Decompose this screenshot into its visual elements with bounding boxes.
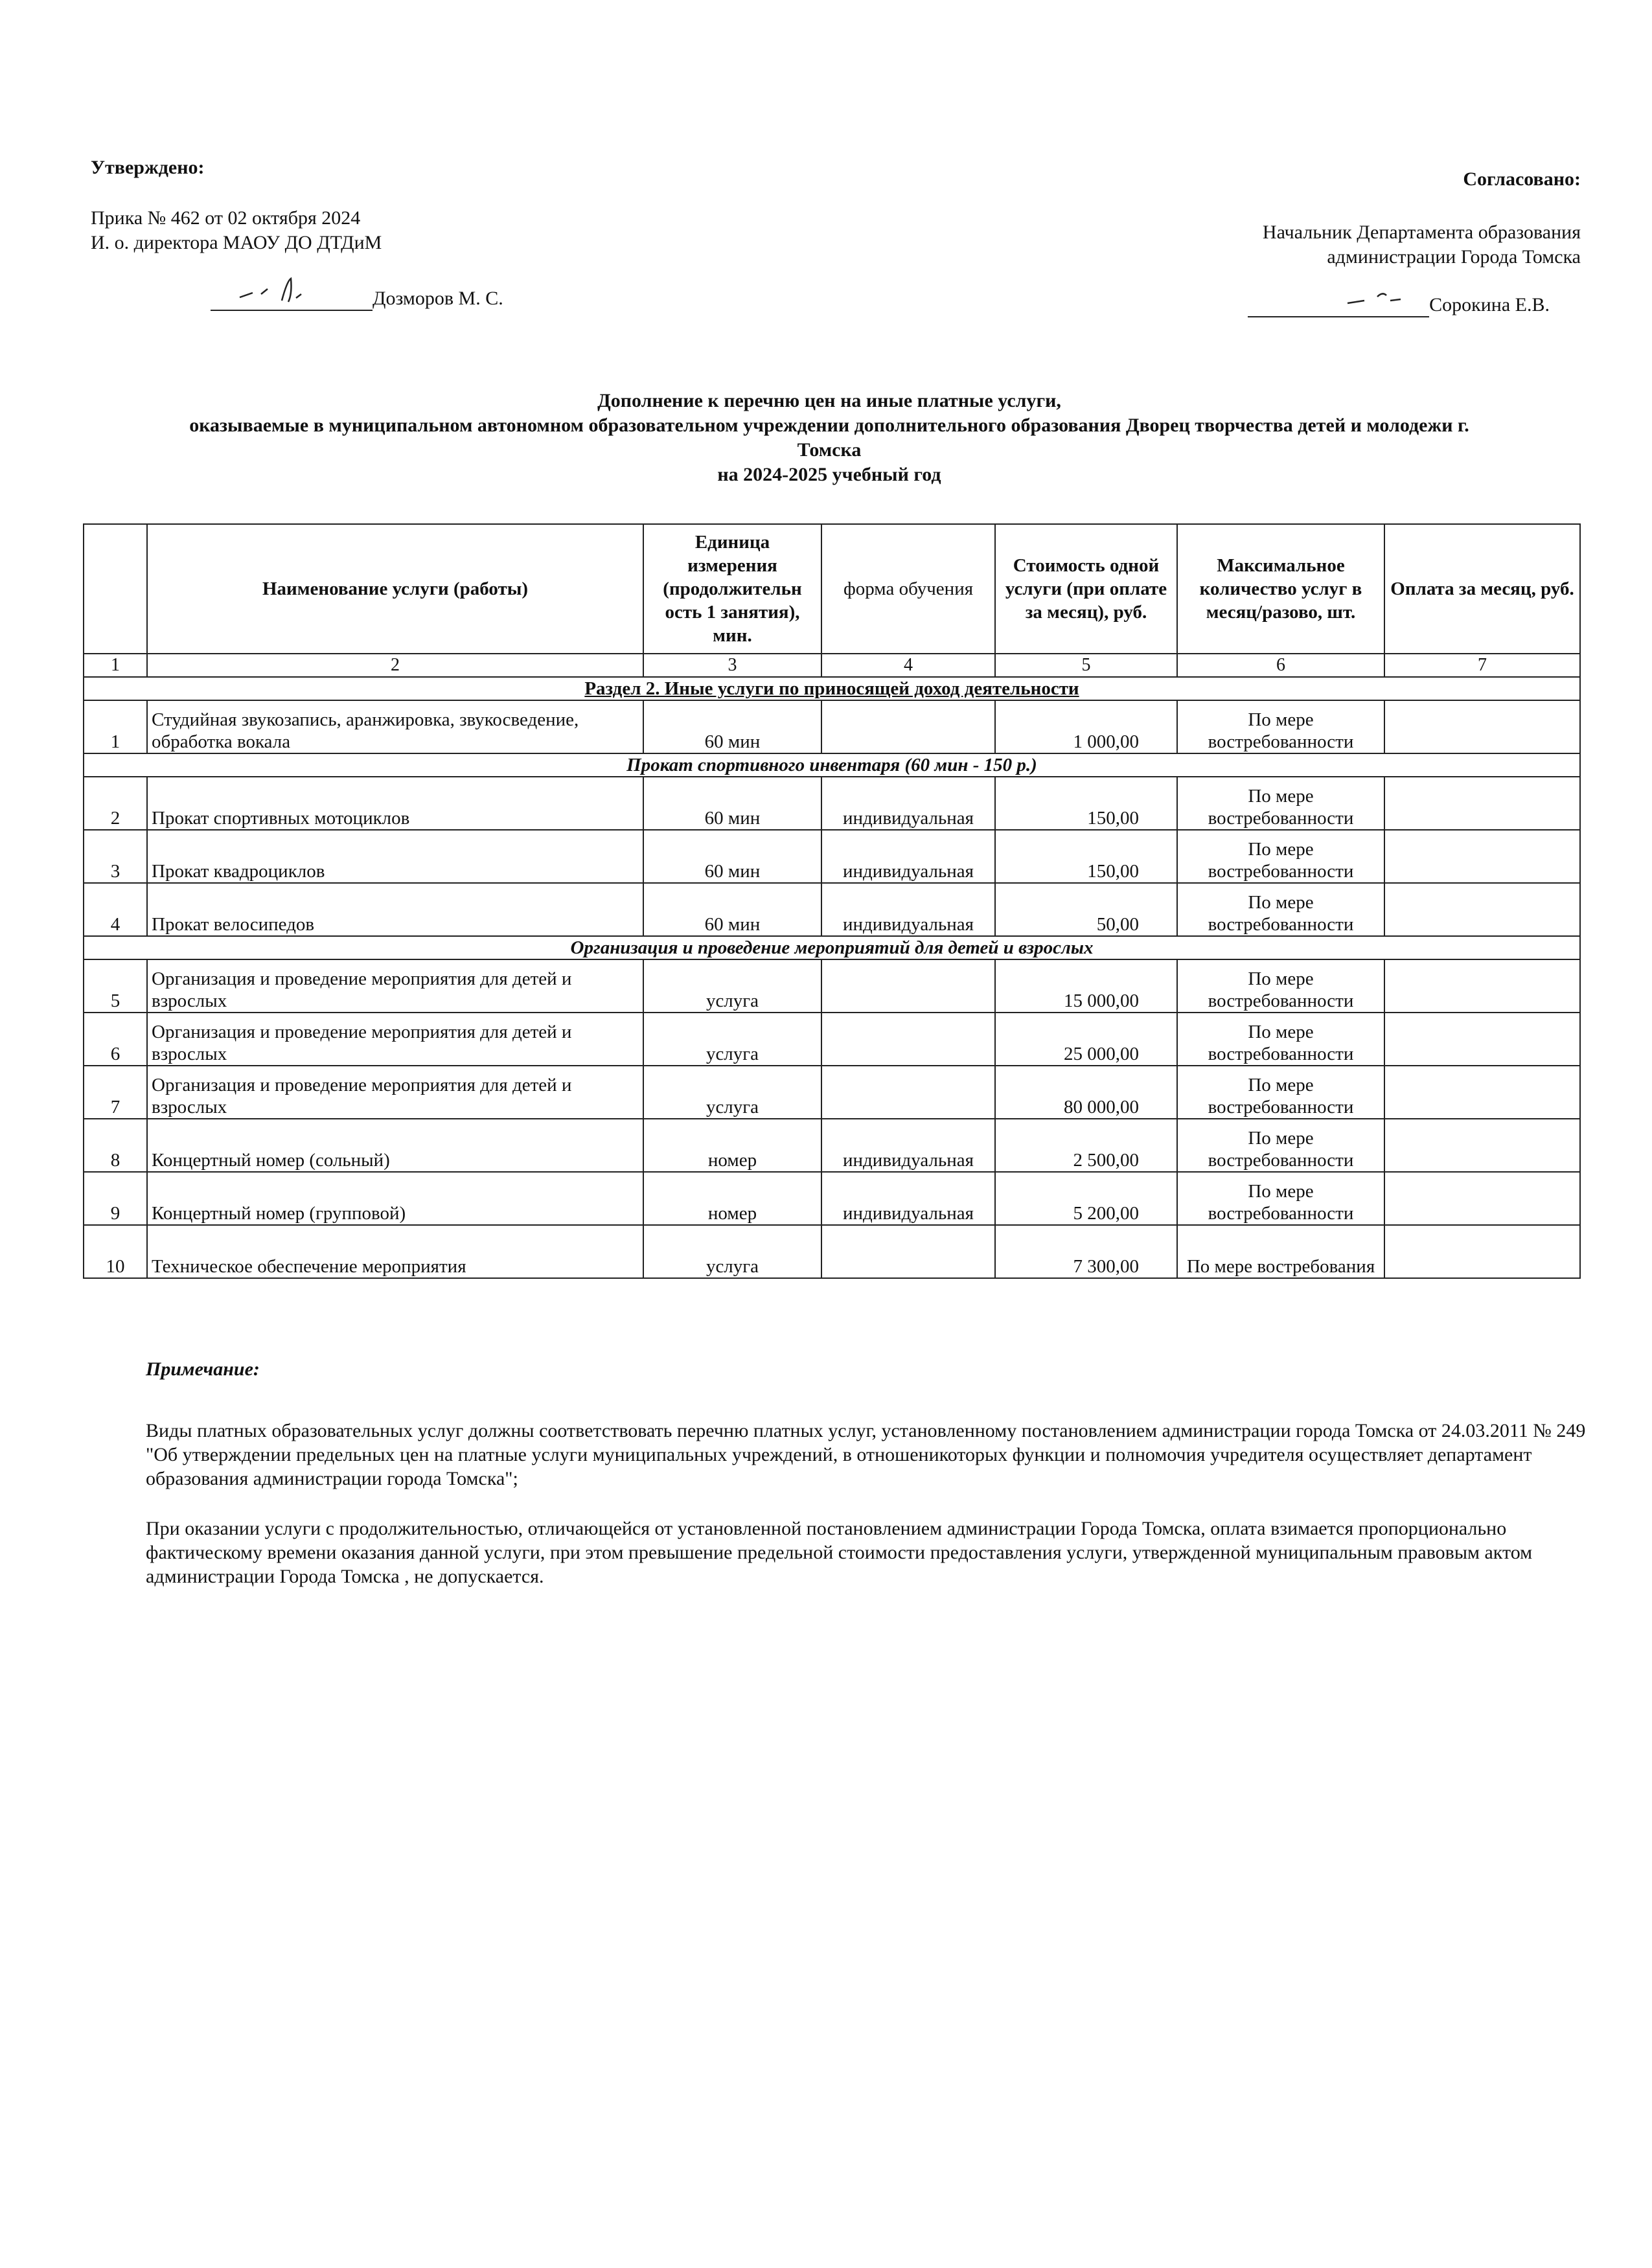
column-number: 2 — [147, 654, 643, 677]
row-unit: услуга — [643, 1066, 821, 1119]
row-service-name: Прокат спортивных мотоциклов — [147, 777, 643, 830]
approval-signature-line — [91, 286, 674, 311]
agreement-position-line2: администрации Города Томска — [1327, 246, 1581, 268]
row-service-name: Концертный номер (групповой) — [147, 1172, 643, 1225]
header-form: форма обучения — [821, 524, 995, 654]
title-line: Томска — [797, 439, 862, 461]
row-service-name: Техническое обеспечение мероприятия — [147, 1225, 643, 1278]
row-max: По мере востребованности — [1177, 700, 1384, 753]
row-form: индивидуальная — [821, 830, 995, 883]
row-unit: 60 мин — [643, 883, 821, 936]
table-row — [84, 959, 1580, 1013]
row-form: индивидуальная — [821, 777, 995, 830]
row-service-name: Организация и проведение мероприятия для детей и взрослых — [147, 1066, 643, 1119]
column-number: 1 — [84, 654, 147, 677]
table-row — [84, 700, 1580, 753]
row-max: По мере востребованности — [1177, 1119, 1384, 1172]
signature-scribble-icon — [236, 275, 327, 307]
row-unit: номер — [643, 1119, 821, 1172]
approval-position: И. о. директора МАОУ ДО ДТДиМ — [91, 232, 382, 253]
row-max: По мере востребования — [1177, 1225, 1384, 1278]
agreement-signatory: Сорокина Е.В. — [1429, 294, 1550, 315]
approval-block — [91, 155, 674, 311]
row-price: 25 000,00 — [995, 1013, 1177, 1066]
table-row — [84, 1119, 1580, 1172]
approval-signature — [211, 290, 373, 311]
title-line: оказываемые в муниципальном автономном образовательном учреждении дополнительного образования Дворец творчества детей и молодежи г. — [189, 415, 1469, 436]
row-number: 9 — [84, 1172, 147, 1225]
column-number: 3 — [643, 654, 821, 677]
row-unit: 60 мин — [643, 830, 821, 883]
row-monthly — [1384, 1172, 1580, 1225]
column-number: 4 — [821, 654, 995, 677]
row-form: индивидуальная — [821, 1172, 995, 1225]
row-number: 4 — [84, 883, 147, 936]
row-form — [821, 1225, 995, 1278]
approval-order: Прика № 462 от 02 октября 2024 — [91, 207, 361, 229]
row-max: По мере востребованности — [1177, 1172, 1384, 1225]
row-service-name: Прокат велосипедов — [147, 883, 643, 936]
notes-section — [146, 1357, 1590, 1588]
row-form — [821, 959, 995, 1013]
section-row — [84, 677, 1580, 700]
table-row — [84, 1225, 1580, 1278]
row-form — [821, 1013, 995, 1066]
table-header-row — [84, 524, 1580, 654]
row-price: 15 000,00 — [995, 959, 1177, 1013]
row-max: По мере востребованности — [1177, 777, 1384, 830]
row-monthly — [1384, 883, 1580, 936]
row-number: 2 — [84, 777, 147, 830]
table-row — [84, 777, 1580, 830]
row-unit: услуга — [643, 1225, 821, 1278]
row-max: По мере востребованности — [1177, 1013, 1384, 1066]
table-row — [84, 830, 1580, 883]
price-table — [83, 523, 1581, 1279]
row-form — [821, 700, 995, 753]
row-price: 150,00 — [995, 830, 1177, 883]
row-number: 8 — [84, 1119, 147, 1172]
table-row — [84, 1066, 1580, 1119]
notes-title: Примечание: — [146, 1358, 260, 1380]
row-max: По мере востребованности — [1177, 1066, 1384, 1119]
header-number — [84, 524, 147, 654]
row-unit: 60 мин — [643, 700, 821, 753]
column-number: 6 — [1177, 654, 1384, 677]
row-max: По мере востребованности — [1177, 830, 1384, 883]
row-form — [821, 1066, 995, 1119]
row-monthly — [1384, 1066, 1580, 1119]
row-price: 1 000,00 — [995, 700, 1177, 753]
row-monthly — [1384, 700, 1580, 753]
row-form: индивидуальная — [821, 883, 995, 936]
agreement-position-line1: Начальник Департамента образования — [1262, 222, 1581, 243]
row-service-name: Организация и проведение мероприятия для детей и взрослых — [147, 959, 643, 1013]
row-number: 3 — [84, 830, 147, 883]
document-title — [84, 389, 1574, 487]
signature-scribble-icon — [1345, 288, 1423, 314]
row-monthly — [1384, 1119, 1580, 1172]
table-row — [84, 1013, 1580, 1066]
notes-paragraph: Виды платных образовательных услуг должны соответствовать перечню платных услуг, установленному постановлением администрации города Томска от 24.03.2011 № 249 "Об утверждении предельных цен на платные услуги муниципальных учреждений, в отношеникоторых функции и полномочия учредителя осуществляет департамент образования администрации города Томска"; — [146, 1420, 1586, 1489]
row-price: 2 500,00 — [995, 1119, 1177, 1172]
row-unit: 60 мин — [643, 777, 821, 830]
row-unit: услуга — [643, 959, 821, 1013]
section-title: Организация и проведение мероприятий для детей и взрослых — [84, 936, 1580, 959]
section-row — [84, 936, 1580, 959]
row-number: 1 — [84, 700, 147, 753]
row-number: 10 — [84, 1225, 147, 1278]
row-monthly — [1384, 1013, 1580, 1066]
row-number: 7 — [84, 1066, 147, 1119]
row-price: 150,00 — [995, 777, 1177, 830]
row-monthly — [1384, 830, 1580, 883]
row-monthly — [1384, 959, 1580, 1013]
header-unit: Единица измерения (продолжительн ость 1 занятия), мин. — [643, 524, 821, 654]
row-service-name: Организация и проведение мероприятия для детей и взрослых — [147, 1013, 643, 1066]
approval-label: Утверждено: — [91, 157, 205, 178]
table-row — [84, 1172, 1580, 1225]
row-max: По мере востребованности — [1177, 883, 1384, 936]
column-number: 7 — [1384, 654, 1580, 677]
row-number: 6 — [84, 1013, 147, 1066]
row-unit: услуга — [643, 1013, 821, 1066]
table-row — [84, 883, 1580, 936]
row-max: По мере востребованности — [1177, 959, 1384, 1013]
row-price: 80 000,00 — [995, 1066, 1177, 1119]
section-title: Прокат спортивного инвентаря (60 мин - 150 р.) — [84, 753, 1580, 777]
row-price: 50,00 — [995, 883, 1177, 936]
row-price: 5 200,00 — [995, 1172, 1177, 1225]
column-number: 5 — [995, 654, 1177, 677]
section-row — [84, 753, 1580, 777]
title-line: Дополнение к перечню цен на иные платные услуги, — [597, 390, 1061, 411]
row-service-name: Концертный номер (сольный) — [147, 1119, 643, 1172]
row-monthly — [1384, 777, 1580, 830]
agreement-signature — [1248, 297, 1429, 317]
agreement-signature-line — [1011, 293, 1581, 317]
agreement-label: Согласовано: — [1463, 168, 1581, 190]
title-line: на 2024-2025 учебный год — [717, 464, 941, 485]
header-price: Стоимость одной услуги (при оплате за месяц), руб. — [995, 524, 1177, 654]
header-name: Наименование услуги (работы) — [147, 524, 643, 654]
header-max: Максимальное количество услуг в месяц/разово, шт. — [1177, 524, 1384, 654]
row-service-name: Студийная звукозапись, аранжировка, звукосведение, обработка вокала — [147, 700, 643, 753]
agreement-block — [1011, 167, 1581, 317]
row-service-name: Прокат квадроциклов — [147, 830, 643, 883]
row-number: 5 — [84, 959, 147, 1013]
notes-paragraph: При оказании услуги с продолжительностью, отличающейся от установленной постановлением администрации Города Томска, оплата взимается пропорционально фактическому времени оказания данной услуги, при этом превышение предельной стоимости предоставления услуги, утвержденной муниципальным правовым актом администрации Города Томска , не допускается. — [146, 1518, 1533, 1587]
row-form: индивидуальная — [821, 1119, 995, 1172]
row-monthly — [1384, 1225, 1580, 1278]
column-number-row — [84, 654, 1580, 677]
header-monthly: Оплата за месяц, руб. — [1384, 524, 1580, 654]
section-title: Раздел 2. Иные услуги по приносящей доход деятельности — [84, 677, 1580, 700]
row-price: 7 300,00 — [995, 1225, 1177, 1278]
row-unit: номер — [643, 1172, 821, 1225]
approval-signatory: Дозморов М. С. — [373, 288, 503, 309]
